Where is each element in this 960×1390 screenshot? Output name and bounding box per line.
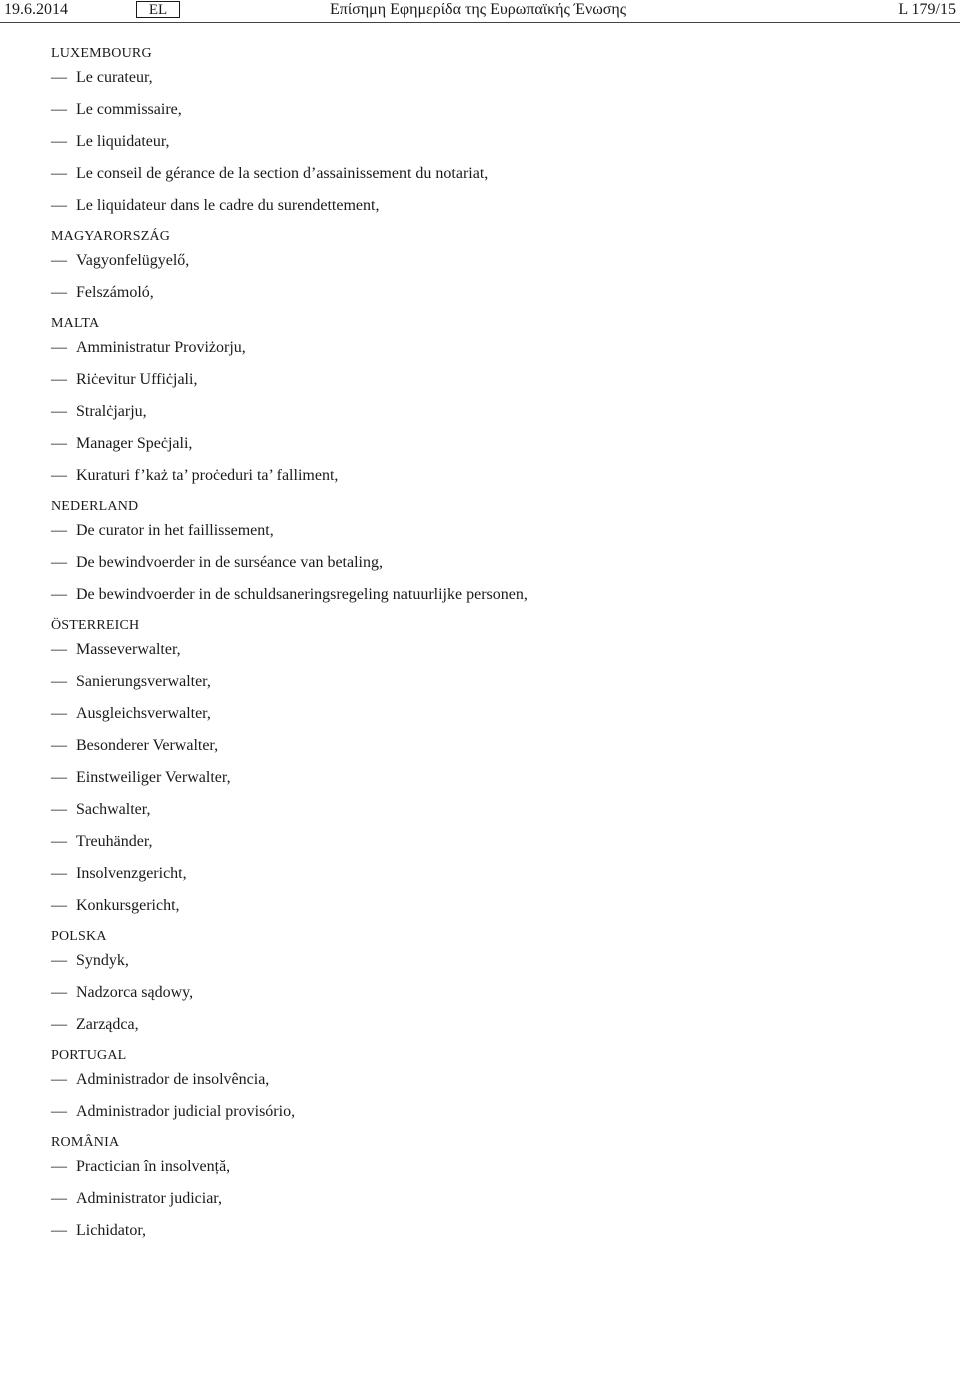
country-section [51, 616, 931, 927]
list-item-text: Manager Speċjali, [76, 435, 193, 452]
list-item [51, 1156, 931, 1188]
list-item-text: Zarządca, [76, 1016, 139, 1033]
dash-bullet: — [51, 769, 67, 786]
list-item [51, 639, 931, 671]
dash-bullet: — [51, 284, 67, 301]
country-heading: ÖSTERREICH [51, 618, 140, 633]
list-item-text: Vagyonfelügyelő, [76, 252, 190, 269]
list-item-text: Practician în insolvență, [76, 1158, 231, 1175]
list-item [51, 282, 931, 314]
dash-bullet: — [51, 133, 67, 150]
list-item [51, 982, 931, 1014]
dash-bullet: — [51, 1016, 67, 1033]
list-item-text: Lichidator, [76, 1222, 146, 1239]
country-heading: ROMÂNIA [51, 1135, 120, 1150]
country-heading: MAGYARORSZÁG [51, 229, 171, 244]
practitioner-list [51, 520, 931, 616]
practitioner-list [51, 1156, 931, 1252]
list-item [51, 1069, 931, 1101]
list-item-text: Konkursgericht, [76, 897, 180, 914]
list-item-text: Syndyk, [76, 952, 129, 969]
list-item [51, 67, 931, 99]
journal-title: Επίσημη Εφημερίδα της Ευρωπαϊκής Ένωσης [330, 1, 627, 18]
header-divider [0, 22, 960, 23]
list-item-text: Le curateur, [76, 69, 153, 86]
list-item-text: Ausgleichsverwalter, [76, 705, 211, 722]
list-item [51, 895, 931, 927]
dash-bullet: — [51, 371, 67, 388]
list-item-text: De bewindvoerder in de schuldsaneringsregeling natuurlijke personen, [76, 586, 528, 603]
dash-bullet: — [51, 165, 67, 182]
list-item-text: Administrador de insolvência, [76, 1071, 270, 1088]
dash-bullet: — [51, 522, 67, 539]
dash-bullet: — [51, 801, 67, 818]
list-item-text: Administrador judicial provisório, [76, 1103, 296, 1120]
list-item [51, 767, 931, 799]
list-item-text: Le liquidateur, [76, 133, 170, 150]
list-item-text: Besonderer Verwalter, [76, 737, 219, 754]
list-item [51, 1101, 931, 1133]
dash-bullet: — [51, 952, 67, 969]
publication-date: 19.6.2014 [4, 1, 68, 18]
country-section [51, 1046, 931, 1133]
country-section [51, 44, 931, 227]
list-item-text: Kuraturi f’każ ta’ proċeduri ta’ falliment, [76, 467, 339, 484]
list-item [51, 465, 931, 497]
dash-bullet: — [51, 197, 67, 214]
list-item-text: Riċevitur Uffiċjali, [76, 371, 198, 388]
country-heading: MALTA [51, 316, 100, 331]
list-item [51, 1014, 931, 1046]
list-item [51, 131, 931, 163]
country-section [51, 927, 931, 1046]
list-item-text: De curator in het faillissement, [76, 522, 274, 539]
practitioner-list [51, 67, 931, 227]
dash-bullet: — [51, 403, 67, 420]
list-item-text: Amministratur Proviżorju, [76, 339, 246, 356]
list-item [51, 735, 931, 767]
practitioner-list [51, 639, 931, 927]
list-item-text: Treuhänder, [76, 833, 153, 850]
list-item [51, 195, 931, 227]
list-item-text: Felszámoló, [76, 284, 154, 301]
page-header [0, 0, 960, 24]
practitioner-list [51, 950, 931, 1046]
dash-bullet: — [51, 897, 67, 914]
dash-bullet: — [51, 984, 67, 1001]
list-item [51, 99, 931, 131]
list-item-text: Einstweiliger Verwalter, [76, 769, 231, 786]
list-item [51, 799, 931, 831]
list-item-text: Masseverwalter, [76, 641, 181, 658]
list-item [51, 552, 931, 584]
list-item-text: Insolvenzgericht, [76, 865, 187, 882]
document-body [51, 44, 931, 1252]
country-heading: LUXEMBOURG [51, 46, 152, 61]
practitioner-list [51, 250, 931, 314]
list-item [51, 950, 931, 982]
list-item [51, 433, 931, 465]
dash-bullet: — [51, 865, 67, 882]
list-item [51, 671, 931, 703]
dash-bullet: — [51, 467, 67, 484]
dash-bullet: — [51, 1222, 67, 1239]
dash-bullet: — [51, 69, 67, 86]
dash-bullet: — [51, 1190, 67, 1207]
dash-bullet: — [51, 641, 67, 658]
list-item-text: Le liquidateur dans le cadre du surendettement, [76, 197, 380, 214]
dash-bullet: — [51, 252, 67, 269]
list-item [51, 337, 931, 369]
practitioner-list [51, 1069, 931, 1133]
list-item-text: Le conseil de gérance de la section d’assainissement du notariat, [76, 165, 489, 182]
list-item-text: De bewindvoerder in de surséance van betaling, [76, 554, 383, 571]
list-item [51, 369, 931, 401]
dash-bullet: — [51, 737, 67, 754]
list-item [51, 1188, 931, 1220]
country-heading: POLSKA [51, 929, 107, 944]
language-badge: EL [136, 1, 180, 18]
country-section [51, 1133, 931, 1252]
dash-bullet: — [51, 586, 67, 603]
dash-bullet: — [51, 1158, 67, 1175]
dash-bullet: — [51, 705, 67, 722]
list-item [51, 831, 931, 863]
list-item [51, 863, 931, 895]
country-section [51, 227, 931, 314]
dash-bullet: — [51, 435, 67, 452]
dash-bullet: — [51, 833, 67, 850]
page-reference: L 179/15 [898, 1, 956, 18]
dash-bullet: — [51, 1071, 67, 1088]
list-item-text: Administrator judiciar, [76, 1190, 222, 1207]
list-item-text: Le commissaire, [76, 101, 182, 118]
list-item [51, 520, 931, 552]
list-item [51, 584, 931, 616]
list-item-text: Stralċjarju, [76, 403, 147, 420]
country-section [51, 497, 931, 616]
practitioner-list [51, 337, 931, 497]
dash-bullet: — [51, 339, 67, 356]
list-item-text: Nadzorca sądowy, [76, 984, 194, 1001]
list-item [51, 703, 931, 735]
dash-bullet: — [51, 673, 67, 690]
country-section [51, 314, 931, 497]
list-item [51, 1220, 931, 1252]
list-item [51, 163, 931, 195]
list-item [51, 250, 931, 282]
dash-bullet: — [51, 101, 67, 118]
dash-bullet: — [51, 1103, 67, 1120]
dash-bullet: — [51, 554, 67, 571]
list-item-text: Sanierungsverwalter, [76, 673, 211, 690]
country-heading: NEDERLAND [51, 499, 139, 514]
country-heading: PORTUGAL [51, 1048, 127, 1063]
list-item [51, 401, 931, 433]
list-item-text: Sachwalter, [76, 801, 151, 818]
